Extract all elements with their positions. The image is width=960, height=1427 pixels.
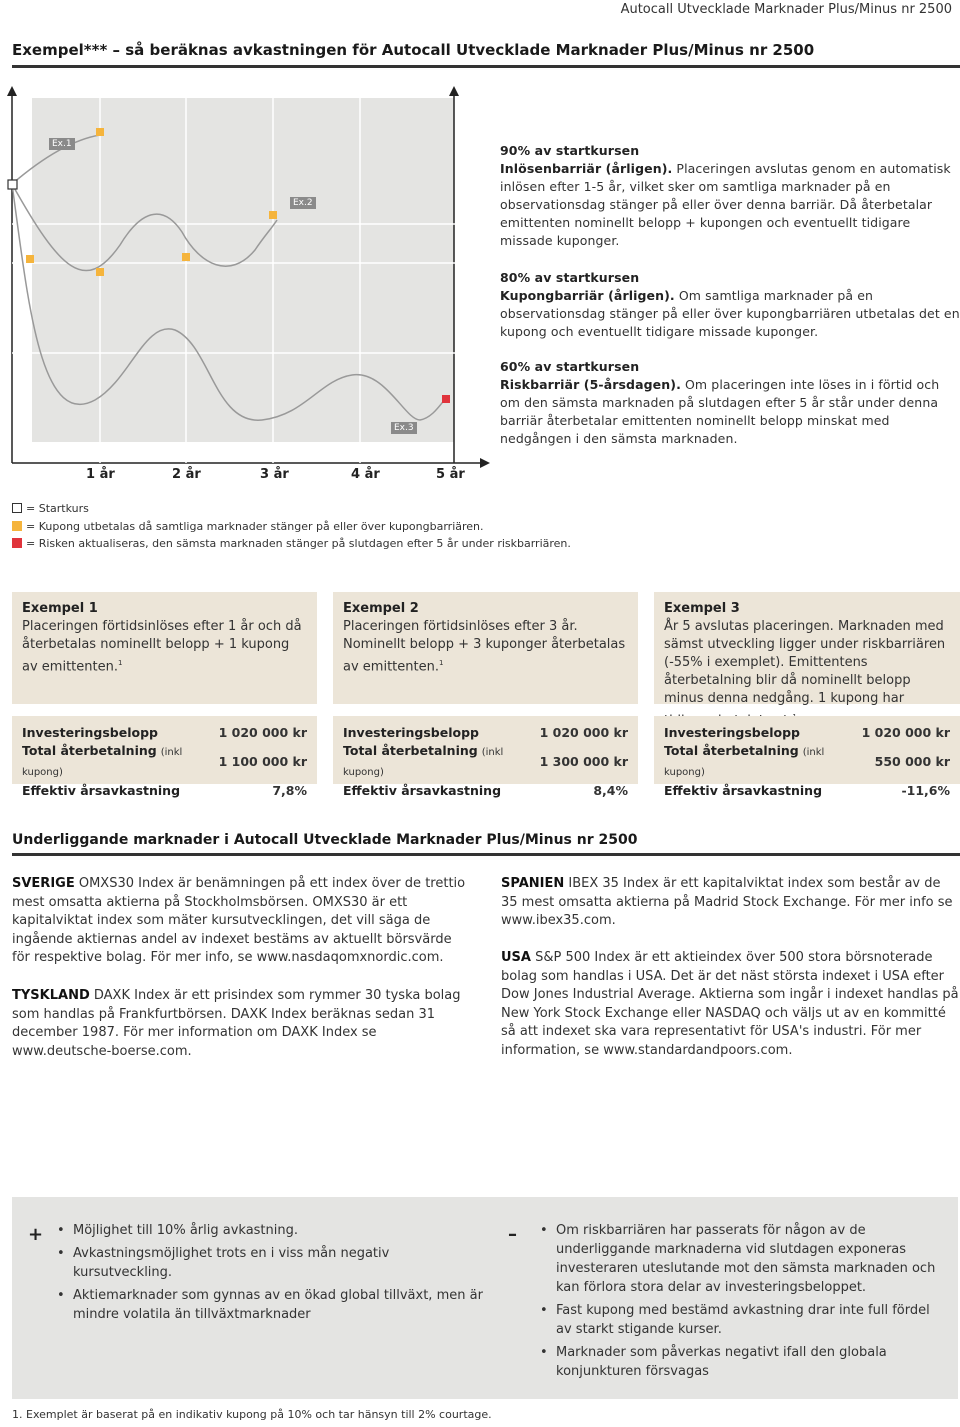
market-tyskland-name: TYSKLAND	[12, 988, 90, 1003]
ex1-inv-value: 1 020 000 kr	[218, 725, 307, 740]
coupon-marker-year2	[182, 253, 190, 261]
example-1-note: 1	[117, 659, 123, 667]
barrier-90-title: Inlösenbarriär (årligen).	[500, 161, 673, 176]
ex3-eff-label: Effektiv årsavkastning	[664, 783, 823, 798]
title-divider	[12, 65, 960, 68]
example-2-note: 1	[438, 659, 444, 667]
market-tyskland-text: DAXK Index är ett prisindex som rymmer 30 tyska bolag som handlas på Frankfurtbörsen. DAXK Index beräknas sedan 31 december 1987. För mer information om DAXK Index se www.deutsche-boerse.com.	[12, 988, 461, 1059]
market-spanien-name: SPANIEN	[501, 876, 565, 891]
coupon-marker-ex2	[269, 211, 277, 219]
barrier-60-text: Om placeringen inte löses in i förtid och om den sämsta marknaden på slutdagen efter 5 år står under denna barriär återbetalar emittenten nominellt belopp minskat med nedgången i den sämsta marknaden.	[500, 377, 940, 446]
example-2-text: Placeringen förtidsinlöses efter 3 år. Nominellt belopp + 3 kuponger återbetalas av emittenten.	[343, 619, 626, 675]
example-1-box	[12, 592, 317, 704]
market-sverige	[12, 875, 470, 968]
example-1-title: Exempel 1	[22, 601, 98, 616]
ex2-tot-value: 1 300 000 kr	[539, 754, 628, 769]
pro-item: • Aktiemarknader som gynnas av en ökad global tillväxt, men är mindre volatila än tillväxtmarknader	[57, 1286, 492, 1324]
market-sverige-text: OMXS30 Index är benämningen på ett index över de trettio mest omsatta aktierna på Stockholmsbörsen. OMXS30 är ett kapitalviktat index som mäter kursutvecklingen, det vill säga de ingående aktiernas andel av indexet bestäms av aktuellt börsvärde för respektive bolag. För mer info, se www.nasdaqomxnordic.com.	[12, 876, 466, 965]
example-2-figures	[333, 716, 638, 798]
coupon-marker-year1b	[96, 268, 104, 276]
market-sverige-name: SVERIGE	[12, 876, 75, 891]
ex2-curve	[12, 184, 277, 271]
con-item: • Om riskbarriären har passerats för någon av de underliggande marknaderna vid slutdagen exponeras investeraren uteslutande mot den sämsta marknaden och kan förlora stora delar av investeringsbeloppet.	[540, 1221, 945, 1297]
barrier-80-text: Om samtliga marknader på en observationsdag stänger på eller över kupongbarriären utbetalas det en kupong och eventuellt tidigare missade kuponger.	[500, 288, 960, 339]
ex3-label: Ex.3	[391, 422, 417, 434]
ex2-tot-small: (inkl kupong)	[343, 747, 504, 778]
legend-start	[12, 502, 89, 515]
barrier-60-title: Riskbarriär (5-årsdagen).	[500, 377, 681, 392]
market-spanien	[501, 875, 960, 931]
start-legend-icon	[12, 503, 22, 513]
legend-start-text: = Startkurs	[26, 502, 89, 515]
ex3-inv-label: Investeringsbelopp	[664, 725, 800, 740]
legend-risk-text: = Risken aktualiseras, den sämsta marknaden stänger på slutdagen efter 5 år under riskbarriären.	[26, 537, 571, 550]
barrier-80-title: Kupongbarriär (årligen).	[500, 288, 675, 303]
barrier-90-pct: 90% av startkursen	[500, 143, 640, 158]
example-1-text: Placeringen förtidsinlöses efter 1 år och då återbetalas nominellt belopp + 1 kupong av emittenten.	[22, 619, 302, 675]
market-usa	[501, 949, 960, 1060]
ex2-eff-value: 8,4%	[593, 783, 628, 798]
minus-icon: –	[508, 1224, 517, 1245]
year-label-2: 2 år	[172, 467, 201, 482]
barrier-90-description	[500, 142, 960, 250]
y-axis-right-arrow	[449, 86, 459, 96]
ex3-tot-small: (inkl kupong)	[664, 747, 825, 778]
pros-list	[57, 1221, 492, 1328]
ex1-tot-value: 1 100 000 kr	[218, 754, 307, 769]
ex1-tot-label: Total återbetalning	[22, 743, 157, 758]
market-usa-text: S&P 500 Index är ett aktieindex över 500 stora börsnoterade bolag som handlas i USA. Det är det näst största indexet i USA efter Dow Jones Industrial Average. Aktierna som ingår i indexet handlas på New York Stock Exchange eller NASDAQ och väljs ut av en kommitté så att indexet ska vara representativt för USA's industri. För mer information, se www.standardandpoors.com.	[501, 950, 959, 1058]
example-3-title: Exempel 3	[664, 601, 740, 616]
ex2-inv-label: Investeringsbelopp	[343, 725, 479, 740]
coupon-marker-ex1	[96, 128, 104, 136]
cons-list	[540, 1221, 945, 1385]
barrier-80-pct: 80% av startkursen	[500, 270, 640, 285]
barrier-60-description	[500, 358, 960, 448]
footnote: 1. Exemplet är baserat på en indikativ kupong på 10% och tar hänsyn till 2% courtage.	[12, 1408, 492, 1421]
ex2-eff-label: Effektiv årsavkastning	[343, 783, 502, 798]
example-3-box	[654, 592, 960, 704]
con-item: • Marknader som påverkas negativt ifall den globala konjunkturen försvagas	[540, 1343, 945, 1381]
risk-marker-ex3	[442, 395, 450, 403]
coupon-marker-year1	[26, 255, 34, 263]
plus-icon: +	[28, 1224, 44, 1245]
x-axis-arrow	[480, 458, 490, 468]
ex3-inv-value: 1 020 000 kr	[861, 725, 950, 740]
pro-item: • Möjlighet till 10% årlig avkastning.	[57, 1221, 492, 1240]
year-label-1: 1 år	[86, 467, 115, 482]
y-axis-left-arrow	[7, 86, 17, 96]
ex1-eff-value: 7,8%	[272, 783, 307, 798]
markets-divider	[12, 853, 960, 856]
example-3-figures	[654, 716, 960, 798]
ex1-eff-label: Effektiv årsavkastning	[22, 783, 181, 798]
risk-legend-icon	[12, 538, 22, 548]
legend-risk	[12, 537, 571, 550]
start-marker	[8, 180, 17, 189]
ex1-label: Ex.1	[49, 138, 75, 150]
example-2-box	[333, 592, 638, 704]
barrier-80-description	[500, 269, 960, 341]
ex3-curve	[12, 184, 446, 420]
page-title: Exempel*** – så beräknas avkastningen för Autocall Utvecklade Marknader Plus/Minus nr 2500	[12, 41, 815, 59]
ex1-inv-label: Investeringsbelopp	[22, 725, 158, 740]
ex3-eff-value: -11,6%	[901, 783, 950, 798]
year-label-5: 5 år	[436, 467, 465, 482]
barrier-90-text: Placeringen avslutas genom en automatisk inlösen efter 1-5 år, vilket sker om samtliga marknader på en observationsdag stänger på eller över denna barriär. Då återbetalar emittenten nominellt belopp + kupongen och eventuellt tidigare missade kuponger.	[500, 161, 951, 248]
coupon-legend-icon	[12, 521, 22, 531]
market-spanien-text: IBEX 35 Index är ett kapitalviktat index som består av de 35 mest omsatta aktierna på Madrid Stock Exchange. För mer info se www.ibex35.com.	[501, 876, 953, 928]
market-tyskland	[12, 987, 470, 1061]
ex2-tot-label: Total återbetalning	[343, 743, 478, 758]
year-label-3: 3 år	[260, 467, 289, 482]
ex3-tot-label: Total återbetalning	[664, 743, 799, 758]
example-1-figures	[12, 716, 317, 798]
ex2-label: Ex.2	[290, 197, 316, 209]
example-3-text: År 5 avslutas placeringen. Marknaden med sämst utveckling ligger under riskbarriären (-55% i exemplet). Emittentens återbetalning blir då nominellt belopp minus denna nedgång. 1 kupong har	[664, 619, 946, 706]
legend-coupon-text: = Kupong utbetalas då samtliga marknader stänger på eller över kupongbarriären.	[26, 520, 484, 533]
year-label-4: 4 år	[351, 467, 380, 482]
con-item: • Fast kupong med bestämd avkastning drar inte full fördel av starkt stigande kurser.	[540, 1301, 945, 1339]
ex1-tot-small: (inkl kupong)	[22, 747, 183, 778]
pro-item: • Avkastningsmöjlighet trots en i viss mån negativ kursutveckling.	[57, 1244, 492, 1282]
ex3-tot-value: 550 000 kr	[874, 754, 950, 769]
barrier-60-pct: 60% av startkursen	[500, 359, 640, 374]
legend-coupon	[12, 520, 484, 533]
market-usa-name: USA	[501, 950, 531, 965]
document-header: Autocall Utvecklade Marknader Plus/Minus nr 2500	[620, 2, 952, 17]
example-2-title: Exempel 2	[343, 601, 419, 616]
ex2-inv-value: 1 020 000 kr	[539, 725, 628, 740]
markets-section-title: Underliggande marknader i Autocall Utvecklade Marknader Plus/Minus nr 2500	[12, 832, 638, 848]
